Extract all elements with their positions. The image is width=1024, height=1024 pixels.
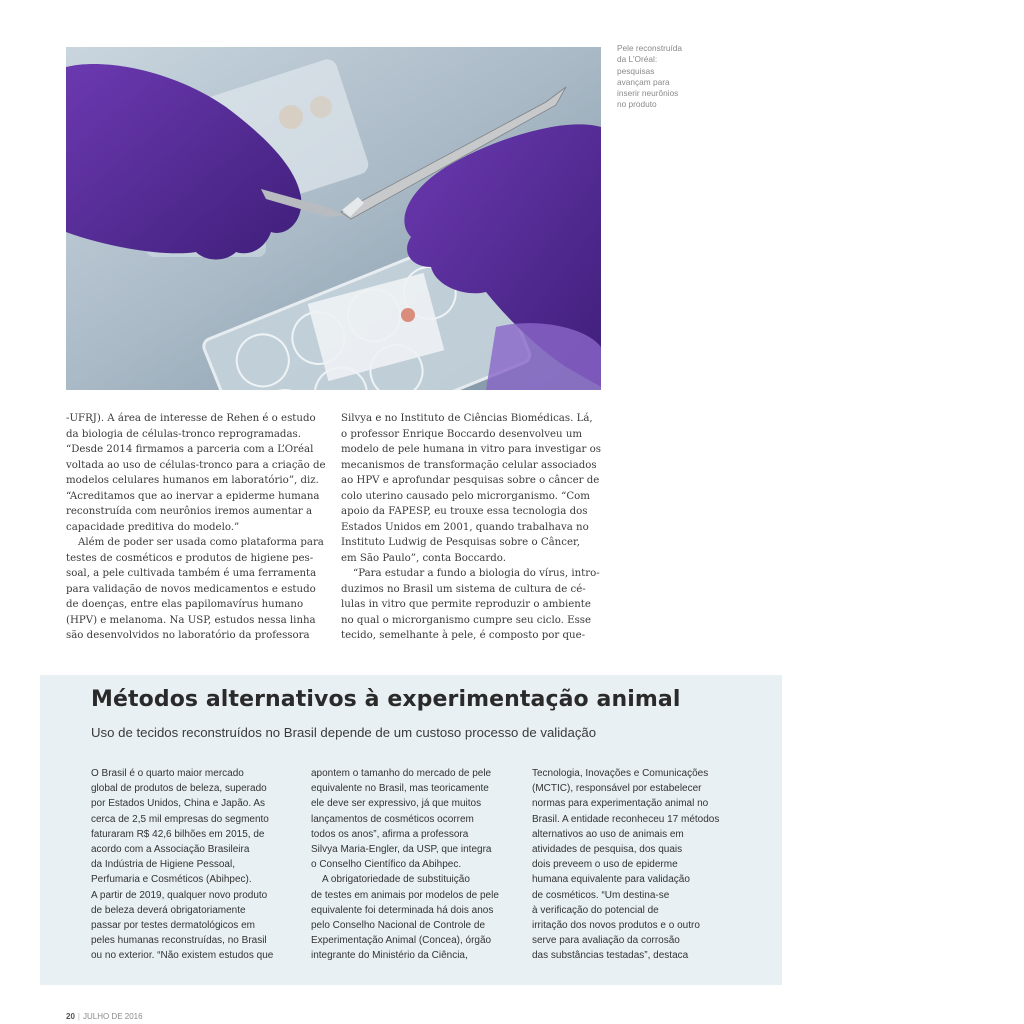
box-text-line: equivalente no Brasil, mas teoricamente <box>311 783 489 795</box>
box-column-2 <box>311 766 521 963</box>
article-line: mecanismos de transformação celular associados <box>341 459 597 471</box>
article-line: no qual o microrganismo cumpre seu ciclo. Esse <box>341 614 592 626</box>
box-text-line: ele deve ser expressivo, já que muitos <box>311 798 482 810</box>
box-text-line: normas para experimentação animal no <box>532 798 709 810</box>
article-line: para validação de novos medicamentos e estudo <box>66 583 316 595</box>
box-text-line: ou no exterior. “Não existem estudos que <box>91 950 274 962</box>
box-text-line: todos os anos”, afirma a professora <box>311 828 469 840</box>
article-right-column <box>341 411 603 644</box>
article-line: lulas in vitro que permite reproduzir o ambiente <box>341 599 591 610</box>
article-line: o professor Enrique Boccardo desenvolveu um <box>341 428 583 440</box>
box-text-line: peles humanas reconstruídas, no Brasil <box>91 935 267 947</box>
box-text-line: A obrigatoriedade de substituição <box>322 874 470 886</box>
article-line: reconstruída com neurônios iremos aumentar a <box>66 506 313 517</box>
box-text-line: pelo Conselho Nacional de Controle de <box>311 919 486 931</box>
box-text-line: atividades de pesquisa, dos quais <box>532 843 683 855</box>
reconstructed-skin-photo <box>66 47 601 390</box>
article-line: modelo de pele humana in vitro para investigar os <box>341 444 602 455</box>
box-text-line: Perfumaria e Cosméticos (Abihpec). <box>91 874 252 886</box>
article-left-column <box>66 411 328 644</box>
box-text-line: alternativos ao uso de animais em <box>532 828 684 840</box>
caption-line: no produto <box>617 99 657 110</box>
box-text-line: acordo com a Associação Brasileira <box>91 843 250 855</box>
article-line: (HPV) e melanoma. Na USP, estudos nessa linha <box>66 614 316 626</box>
article-line: apoio da FAPESP, eu trouxe essa tecnologia dos <box>341 506 588 517</box>
article-line: modelos celulares humanos em laboratório”, diz. <box>66 475 319 486</box>
article-line: testes de cosméticos e produtos de higiene pes- <box>66 552 314 564</box>
article-line: “Desde 2014 firmamos a parceria com a L’Oréal <box>66 444 314 455</box>
box-text-line: O Brasil é o quarto maior mercado <box>91 768 244 779</box>
footer-separator: | <box>77 1012 80 1021</box>
box-text-line: dois preveem o uso de epiderme <box>532 859 678 871</box>
article-line: -UFRJ). A área de interesse de Rehen é o estudo <box>66 413 316 424</box>
box-text-line: da Indústria de Higiene Pessoal, <box>91 859 235 871</box>
article-line: Instituto Ludwig de Pesquisas sobre o Câncer, <box>341 537 580 548</box>
box-text-line: de testes em animais por modelos de pele <box>311 889 499 901</box>
article-line: em São Paulo”, conta Boccardo. <box>341 552 506 564</box>
box-text-line: o Conselho Científico da Abihpec. <box>311 859 462 871</box>
article-line: Além de poder ser usada como plataforma para <box>78 537 324 548</box>
article-line: soal, a pele cultivada também é uma ferramenta <box>66 568 317 579</box>
box-text-line: equivalente foi determinada há dois anos <box>311 904 494 916</box>
box-column-1 <box>91 766 301 963</box>
box-text-line: irritação dos novos produtos e o outro <box>532 919 700 931</box>
caption-line: pesquisas <box>617 65 655 76</box>
box-text-line: das substâncias testadas”, destaca <box>532 950 689 962</box>
box-text-line: Silvya Maria-Engler, da USP, que integra <box>311 843 492 855</box>
box-text-line: por Estados Unidos, China e Japão. As <box>91 798 265 810</box>
box-text-line: à verificação do potencial de <box>532 904 659 916</box>
article-line: ao HPV e aprofundar pesquisas sobre o câncer de <box>341 475 600 486</box>
box-text-line: A partir de 2019, qualquer novo produto <box>91 889 268 901</box>
article-line: capacidade preditiva do modelo.” <box>66 521 240 533</box>
box-title: Métodos alternativos à experimentação animal <box>91 687 681 712</box>
photo-caption <box>617 43 727 111</box>
caption-line: Pele reconstruída <box>617 43 683 53</box>
box-text-line: global de produtos de beleza, superado <box>91 783 267 795</box>
page-footer <box>66 1012 143 1021</box>
box-subtitle: Uso de tecidos reconstruídos no Brasil depende de um custoso processo de validação <box>91 725 597 740</box>
article-line: da biologia de células-tronco reprogramadas. <box>66 428 301 440</box>
box-text-line: Brasil. A entidade reconheceu 17 métodos <box>532 813 720 825</box>
box-text-line: de cosméticos. “Um destina-se <box>532 889 670 901</box>
article-line: tecido, semelhante à pele, é composto por que- <box>341 630 586 641</box>
box-text-line: apontem o tamanho do mercado de pele <box>311 768 492 779</box>
box-text-line: faturaram R$ 42,6 bilhões em 2015, de <box>91 828 265 840</box>
article-line: são desenvolvidos no laboratório da professora <box>66 630 310 641</box>
box-text-line: lançamentos de cosméticos ocorrem <box>311 813 474 825</box>
caption-line: avançam para <box>617 76 670 87</box>
box-text-line: serve para avaliação da corrosão <box>532 935 680 947</box>
caption-line: da L’Oréal: <box>617 54 658 65</box>
box-text-line: (MCTIC), responsável por estabelecer <box>532 783 702 795</box>
article-line: colo uterino causado pelo microrganismo. “Com <box>341 490 590 502</box>
article-line: voltada ao uso de células-tronco para a criação de <box>66 459 326 471</box>
box-text-line: Tecnologia, Inovações e Comunicações <box>532 768 709 779</box>
article-line: duzimos no Brasil um sistema de cultura de cé- <box>341 583 586 595</box>
article-line: “Acreditamos que ao inervar a epiderme humana <box>66 490 320 502</box>
article-line: de doenças, entre elas papilomavírus humano <box>66 599 304 610</box>
caption-line: inserir neurônios <box>617 88 679 99</box>
box-text-line: passar por testes dermatológicos em <box>91 919 255 931</box>
box-text-line: de beleza deverá obrigatoriamente <box>91 904 246 916</box>
article-line: “Para estudar a fundo a biologia do vírus, intro- <box>353 568 600 579</box>
issue-date: JULHO DE 2016 <box>82 1012 143 1021</box>
article-line: Estados Unidos em 2001, quando trabalhava no <box>341 521 589 533</box>
box-text-line: cerca de 2,5 mil empresas do segmento <box>91 813 269 825</box>
page-number: 20 <box>66 1012 75 1021</box>
article-line: Silvya e no Instituto de Ciências Biomédicas. Lá, <box>341 413 593 424</box>
box-text-line: humana equivalente para validação <box>532 874 690 886</box>
box-text-line: integrante do Ministério da Ciência, <box>311 950 468 962</box>
box-column-3 <box>532 766 742 963</box>
box-text-line: Experimentação Animal (Concea), órgão <box>311 935 492 947</box>
